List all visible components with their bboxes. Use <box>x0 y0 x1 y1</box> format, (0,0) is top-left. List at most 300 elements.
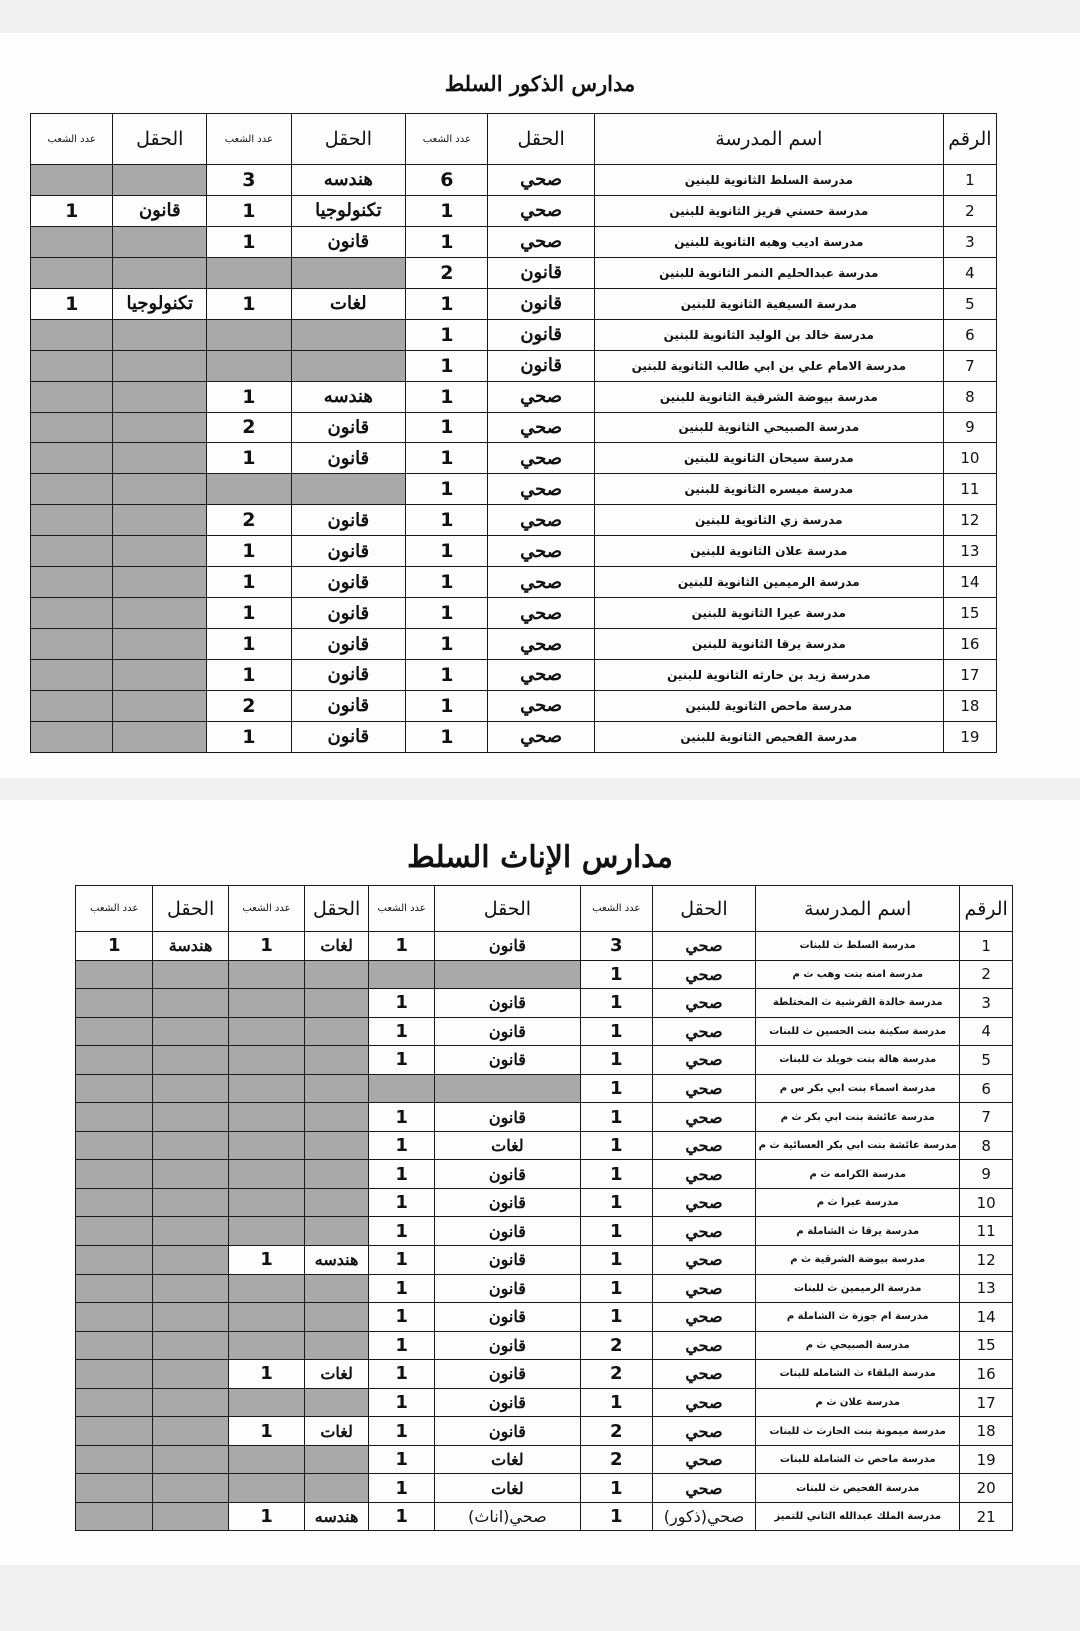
field-cell: لغات <box>435 1474 581 1503</box>
field-cell: قانون <box>435 1217 581 1246</box>
section-count-cell: 1 <box>207 598 291 629</box>
table-row <box>76 1074 1013 1103</box>
section-count-cell <box>369 960 435 989</box>
table-row <box>31 195 997 226</box>
table-row <box>76 1017 1013 1046</box>
field-cell: قانون <box>435 1331 581 1360</box>
school-name-cell: مدرسة ميسره الثانوية للبنين <box>594 474 943 505</box>
field-cell: قانون <box>291 443 406 474</box>
boys-header-5: عدد الشعب <box>207 114 291 165</box>
row-number-cell: 13 <box>943 536 996 567</box>
field-cell <box>113 412 207 443</box>
field-cell <box>153 1131 228 1160</box>
section-count-cell <box>31 474 113 505</box>
school-name-cell: مدرسة عائشة بنت ابي بكر العسائية ث م <box>756 1131 960 1160</box>
section-count-cell: 2 <box>580 1445 652 1474</box>
school-name-cell: مدرسة سيحان الثانوية للبنين <box>594 443 943 474</box>
section-count-cell: 1 <box>406 319 488 350</box>
section-count-cell: 1 <box>406 505 488 536</box>
field-cell <box>153 1303 228 1332</box>
section-count-cell <box>31 721 113 752</box>
table-row <box>31 165 997 196</box>
section-count-cell: 1 <box>228 1360 304 1389</box>
field-cell <box>153 1474 228 1503</box>
table-row <box>31 629 997 660</box>
field-cell: صحي <box>652 1303 755 1332</box>
section-count-cell: 1 <box>369 989 435 1018</box>
section-count-cell: 1 <box>369 1474 435 1503</box>
boys-header-4: الحقل <box>291 114 406 165</box>
field-cell <box>113 690 207 721</box>
section-count-cell <box>76 1131 153 1160</box>
field-cell: صحي <box>652 1388 755 1417</box>
girls-schools-table <box>75 885 1013 1531</box>
row-number-cell: 19 <box>943 721 996 752</box>
field-cell: صحي <box>488 536 594 567</box>
girls-header-3: عدد الشعب <box>580 886 652 932</box>
section-count-cell: 2 <box>580 1331 652 1360</box>
section-count-cell <box>31 381 113 412</box>
section-count-cell: 1 <box>228 1417 304 1446</box>
field-cell: صحي <box>488 381 594 412</box>
table-row <box>31 690 997 721</box>
row-number-cell: 17 <box>943 660 996 691</box>
section-count-cell <box>76 1246 153 1275</box>
field-cell: قانون <box>291 629 406 660</box>
field-cell: تكنولوجيا <box>113 288 207 319</box>
field-cell: قانون <box>291 660 406 691</box>
section-count-cell: 1 <box>580 1217 652 1246</box>
section-count-cell: 1 <box>406 598 488 629</box>
table-row <box>76 1046 1013 1075</box>
field-cell: قانون <box>435 1046 581 1075</box>
field-cell <box>153 1074 228 1103</box>
field-cell <box>305 1274 369 1303</box>
section-count-cell <box>31 536 113 567</box>
table-row <box>76 1217 1013 1246</box>
row-number-cell: 8 <box>960 1131 1013 1160</box>
field-cell <box>113 381 207 412</box>
field-cell: قانون <box>435 1188 581 1217</box>
girls-header-row <box>76 886 1013 932</box>
row-number-cell: 10 <box>960 1188 1013 1217</box>
section-count-cell: 1 <box>369 1360 435 1389</box>
school-name-cell: مدرسة اسماء بنت ابي بكر س م <box>756 1074 960 1103</box>
row-number-cell: 20 <box>960 1474 1013 1503</box>
school-name-cell: مدرسة امنه بنت وهب ث م <box>756 960 960 989</box>
field-cell: صحي <box>652 1131 755 1160</box>
field-cell: صحي <box>652 1188 755 1217</box>
row-number-cell: 5 <box>943 288 996 319</box>
section-count-cell <box>31 690 113 721</box>
school-name-cell: مدرسة ام جوزة ث الشاملة م <box>756 1303 960 1332</box>
section-count-cell: 1 <box>369 1417 435 1446</box>
section-count-cell <box>31 567 113 598</box>
section-count-cell <box>228 1131 304 1160</box>
table-row <box>31 505 997 536</box>
section-count-cell <box>76 960 153 989</box>
section-count-cell <box>31 505 113 536</box>
row-number-cell: 4 <box>960 1017 1013 1046</box>
table-row <box>76 1274 1013 1303</box>
section-count-cell: 1 <box>207 536 291 567</box>
school-name-cell: مدرسة الرميمين الثانوية للبنين <box>594 567 943 598</box>
field-cell: قانون <box>435 1388 581 1417</box>
field-cell: صحي(اناث) <box>435 1502 581 1531</box>
section-count-cell: 1 <box>76 932 153 961</box>
row-number-cell: 3 <box>960 989 1013 1018</box>
field-cell <box>305 1017 369 1046</box>
field-cell: قانون <box>488 288 594 319</box>
table-row <box>76 1160 1013 1189</box>
school-name-cell: مدرسة يرقا الثانوية للبنين <box>594 629 943 660</box>
field-cell: قانون <box>435 1417 581 1446</box>
section-count-cell: 1 <box>406 474 488 505</box>
row-number-cell: 15 <box>960 1331 1013 1360</box>
section-count-cell: 1 <box>580 1131 652 1160</box>
section-count-cell: 1 <box>207 288 291 319</box>
section-count-cell <box>31 598 113 629</box>
field-cell <box>153 1331 228 1360</box>
school-name-cell: مدرسة خالدة القرشية ث المختلطة <box>756 989 960 1018</box>
section-count-cell <box>76 1474 153 1503</box>
field-cell <box>435 960 581 989</box>
field-cell <box>305 989 369 1018</box>
section-count-cell: 1 <box>406 381 488 412</box>
field-cell: صحي(ذكور) <box>652 1502 755 1531</box>
table-row <box>31 660 997 691</box>
row-number-cell: 12 <box>943 505 996 536</box>
section-count-cell <box>228 1445 304 1474</box>
girls-header-6: الحقل <box>305 886 369 932</box>
section-count-cell <box>228 960 304 989</box>
field-cell <box>153 1388 228 1417</box>
field-cell: قانون <box>488 319 594 350</box>
row-number-cell: 5 <box>960 1046 1013 1075</box>
section-count-cell: 1 <box>369 1274 435 1303</box>
school-name-cell: مدرسة حسني فريز الثانوية للبنين <box>594 195 943 226</box>
field-cell: قانون <box>435 932 581 961</box>
field-cell: قانون <box>435 1303 581 1332</box>
row-number-cell: 7 <box>960 1103 1013 1132</box>
field-cell: صحي <box>652 1474 755 1503</box>
section-count-cell: 1 <box>580 1046 652 1075</box>
section-count-cell <box>228 1188 304 1217</box>
row-number-cell: 10 <box>943 443 996 474</box>
boys-header-3: عدد الشعب <box>406 114 488 165</box>
school-name-cell: مدرسة يرقا ث الشاملة م <box>756 1217 960 1246</box>
field-cell: قانون <box>291 505 406 536</box>
field-cell: صحي <box>652 932 755 961</box>
field-cell <box>291 257 406 288</box>
field-cell <box>305 1103 369 1132</box>
section-count-cell: 1 <box>406 536 488 567</box>
field-cell: صحي <box>652 1074 755 1103</box>
table-row <box>76 1417 1013 1446</box>
field-cell <box>113 505 207 536</box>
field-cell <box>113 443 207 474</box>
field-cell <box>305 1131 369 1160</box>
field-cell <box>305 1474 369 1503</box>
table-row <box>31 257 997 288</box>
field-cell: صحي <box>488 226 594 257</box>
section-count-cell <box>228 989 304 1018</box>
section-count-cell: 1 <box>207 226 291 257</box>
section-count-cell: 1 <box>580 1160 652 1189</box>
section-count-cell <box>76 1103 153 1132</box>
field-cell: قانون <box>291 412 406 443</box>
row-number-cell: 17 <box>960 1388 1013 1417</box>
row-number-cell: 18 <box>960 1417 1013 1446</box>
section-count-cell: 1 <box>580 1017 652 1046</box>
school-name-cell: مدرسة ميمونة بنت الحارث ث للبنات <box>756 1417 960 1446</box>
row-number-cell: 6 <box>943 319 996 350</box>
section-count-cell <box>207 474 291 505</box>
section-count-cell: 1 <box>369 1502 435 1531</box>
row-number-cell: 2 <box>960 960 1013 989</box>
field-cell <box>305 960 369 989</box>
field-cell: صحي <box>488 567 594 598</box>
boys-header-7: عدد الشعب <box>31 114 113 165</box>
row-number-cell: 21 <box>960 1502 1013 1531</box>
school-name-cell: مدرسة علان ث م <box>756 1388 960 1417</box>
field-cell: صحي <box>652 989 755 1018</box>
row-number-cell: 9 <box>943 412 996 443</box>
section-count-cell: 1 <box>369 1160 435 1189</box>
section-count-cell: 1 <box>207 629 291 660</box>
section-count-cell <box>31 319 113 350</box>
section-count-cell: 1 <box>369 1131 435 1160</box>
field-cell: قانون <box>291 721 406 752</box>
field-cell <box>305 1160 369 1189</box>
field-cell: صحي <box>652 1331 755 1360</box>
field-cell <box>153 1246 228 1275</box>
field-cell <box>305 1217 369 1246</box>
field-cell: صحي <box>488 165 594 196</box>
school-name-cell: مدرسة السيفية الثانوية للبنين <box>594 288 943 319</box>
girls-header-8: الحقل <box>153 886 228 932</box>
school-name-cell: مدرسة الفحيص ث للبنات <box>756 1474 960 1503</box>
field-cell <box>153 1017 228 1046</box>
row-number-cell: 11 <box>960 1217 1013 1246</box>
row-number-cell: 14 <box>960 1303 1013 1332</box>
section-count-cell <box>76 1017 153 1046</box>
row-number-cell: 6 <box>960 1074 1013 1103</box>
field-cell: صحي <box>652 1217 755 1246</box>
field-cell: قانون <box>435 1274 581 1303</box>
section-count-cell: 1 <box>228 932 304 961</box>
section-count-cell <box>31 412 113 443</box>
section-count-cell <box>31 226 113 257</box>
section-count-cell <box>31 350 113 381</box>
section-count-cell: 1 <box>580 989 652 1018</box>
field-cell <box>305 1445 369 1474</box>
field-cell <box>153 1046 228 1075</box>
field-cell: هندسه <box>291 381 406 412</box>
field-cell <box>305 1188 369 1217</box>
section-count-cell <box>228 1217 304 1246</box>
field-cell: قانون <box>291 598 406 629</box>
table-row <box>76 1103 1013 1132</box>
school-name-cell: مدرسة بيوضة الشرقية ث م <box>756 1246 960 1275</box>
row-number-cell: 18 <box>943 690 996 721</box>
school-name-cell: مدرسة الكرامه ث م <box>756 1160 960 1189</box>
row-number-cell: 13 <box>960 1274 1013 1303</box>
field-cell <box>153 1360 228 1389</box>
boys-header-row <box>31 114 997 165</box>
field-cell <box>113 350 207 381</box>
section-count-cell: 1 <box>580 1388 652 1417</box>
field-cell: قانون <box>435 989 581 1018</box>
school-name-cell: مدرسة عائشة بنت ابي بكر ث م <box>756 1103 960 1132</box>
section-count-cell: 1 <box>369 1046 435 1075</box>
school-name-cell: مدرسة البلقاء ث الشامله للبنات <box>756 1360 960 1389</box>
section-count-cell <box>228 1388 304 1417</box>
section-count-cell: 1 <box>580 1303 652 1332</box>
table-row <box>31 474 997 505</box>
table-row <box>76 1246 1013 1275</box>
section-count-cell <box>31 443 113 474</box>
section-count-cell <box>228 1474 304 1503</box>
section-count-cell: 1 <box>406 567 488 598</box>
girls-header-5: عدد الشعب <box>369 886 435 932</box>
girls-header-1: اسم المدرسة <box>756 886 960 932</box>
school-name-cell: مدرسة الصبيحي الثانوية للبنين <box>594 412 943 443</box>
section-count-cell: 1 <box>580 960 652 989</box>
row-number-cell: 16 <box>960 1360 1013 1389</box>
field-cell: صحي <box>652 1160 755 1189</box>
section-count-cell <box>228 1017 304 1046</box>
section-count-cell: 1 <box>406 443 488 474</box>
field-cell <box>153 1103 228 1132</box>
row-number-cell: 16 <box>943 629 996 660</box>
section-count-cell <box>76 1274 153 1303</box>
section-count-cell <box>207 319 291 350</box>
section-count-cell <box>31 629 113 660</box>
field-cell: لغات <box>435 1131 581 1160</box>
field-cell: لغات <box>305 1417 369 1446</box>
field-cell: صحي <box>652 1103 755 1132</box>
section-count-cell: 1 <box>406 288 488 319</box>
field-cell <box>113 474 207 505</box>
table-row <box>31 567 997 598</box>
field-cell: صحي <box>488 690 594 721</box>
field-cell: قانون <box>488 257 594 288</box>
table-row <box>76 1502 1013 1531</box>
row-number-cell: 2 <box>943 195 996 226</box>
section-count-cell <box>31 257 113 288</box>
section-count-cell <box>76 1188 153 1217</box>
section-count-cell: 1 <box>207 567 291 598</box>
girls-schools-sheet <box>0 800 1080 1565</box>
field-cell <box>113 257 207 288</box>
section-count-cell: 1 <box>369 932 435 961</box>
field-cell: صحي <box>652 1274 755 1303</box>
girls-sheet-title: مدارس الإناث السلط <box>407 840 673 875</box>
section-count-cell <box>76 989 153 1018</box>
section-count-cell <box>228 1303 304 1332</box>
field-cell: قانون <box>435 1360 581 1389</box>
field-cell: صحي <box>652 1445 755 1474</box>
field-cell <box>153 1188 228 1217</box>
section-count-cell <box>76 1360 153 1389</box>
section-count-cell: 1 <box>580 1103 652 1132</box>
section-count-cell <box>76 1445 153 1474</box>
table-row <box>31 288 997 319</box>
school-name-cell: مدرسة الرميمين ث للبنات <box>756 1274 960 1303</box>
school-name-cell: مدرسة خالد بن الوليد الثانوية للبنين <box>594 319 943 350</box>
table-row <box>76 1303 1013 1332</box>
section-count-cell <box>76 1417 153 1446</box>
section-count-cell <box>228 1274 304 1303</box>
section-count-cell: 1 <box>228 1502 304 1531</box>
section-count-cell <box>76 1502 153 1531</box>
table-row <box>76 1131 1013 1160</box>
section-count-cell <box>207 257 291 288</box>
field-cell <box>153 1217 228 1246</box>
field-cell <box>153 1417 228 1446</box>
field-cell: صحي <box>652 960 755 989</box>
table-row <box>31 226 997 257</box>
row-number-cell: 12 <box>960 1246 1013 1275</box>
table-row <box>31 536 997 567</box>
field-cell <box>153 989 228 1018</box>
row-number-cell: 7 <box>943 350 996 381</box>
section-count-cell: 1 <box>369 1103 435 1132</box>
section-count-cell: 1 <box>406 350 488 381</box>
section-count-cell: 2 <box>406 257 488 288</box>
section-count-cell: 1 <box>406 195 488 226</box>
section-count-cell: 1 <box>369 1331 435 1360</box>
row-number-cell: 1 <box>943 165 996 196</box>
table-row <box>31 319 997 350</box>
table-row <box>76 1188 1013 1217</box>
section-count-cell: 2 <box>207 412 291 443</box>
school-name-cell: مدرسة اديب وهبه الثانوية للبنين <box>594 226 943 257</box>
table-row <box>31 598 997 629</box>
field-cell <box>435 1074 581 1103</box>
field-cell <box>305 1303 369 1332</box>
field-cell: صحي <box>488 598 594 629</box>
table-row <box>76 989 1013 1018</box>
school-name-cell: مدرسة زيد بن حارثه الثانوية للبنين <box>594 660 943 691</box>
school-name-cell: مدرسة السلط الثانوية للبنين <box>594 165 943 196</box>
girls-header-9: عدد الشعب <box>76 886 153 932</box>
field-cell: قانون <box>435 1103 581 1132</box>
section-count-cell: 2 <box>207 690 291 721</box>
boys-header-1: اسم المدرسة <box>594 114 943 165</box>
section-count-cell <box>76 1046 153 1075</box>
section-count-cell: 1 <box>406 412 488 443</box>
field-cell: صحي <box>488 660 594 691</box>
field-cell: قانون <box>291 226 406 257</box>
field-cell <box>305 1331 369 1360</box>
section-count-cell: 6 <box>406 165 488 196</box>
girls-header-4: الحقل <box>435 886 581 932</box>
section-count-cell: 1 <box>207 721 291 752</box>
section-count-cell: 3 <box>580 932 652 961</box>
section-count-cell: 1 <box>207 660 291 691</box>
field-cell <box>291 319 406 350</box>
field-cell <box>113 319 207 350</box>
section-count-cell: 1 <box>580 1502 652 1531</box>
section-count-cell: 1 <box>207 381 291 412</box>
section-count-cell: 1 <box>369 1217 435 1246</box>
table-row <box>76 1388 1013 1417</box>
section-count-cell <box>228 1160 304 1189</box>
field-cell <box>291 350 406 381</box>
section-count-cell: 1 <box>228 1246 304 1275</box>
